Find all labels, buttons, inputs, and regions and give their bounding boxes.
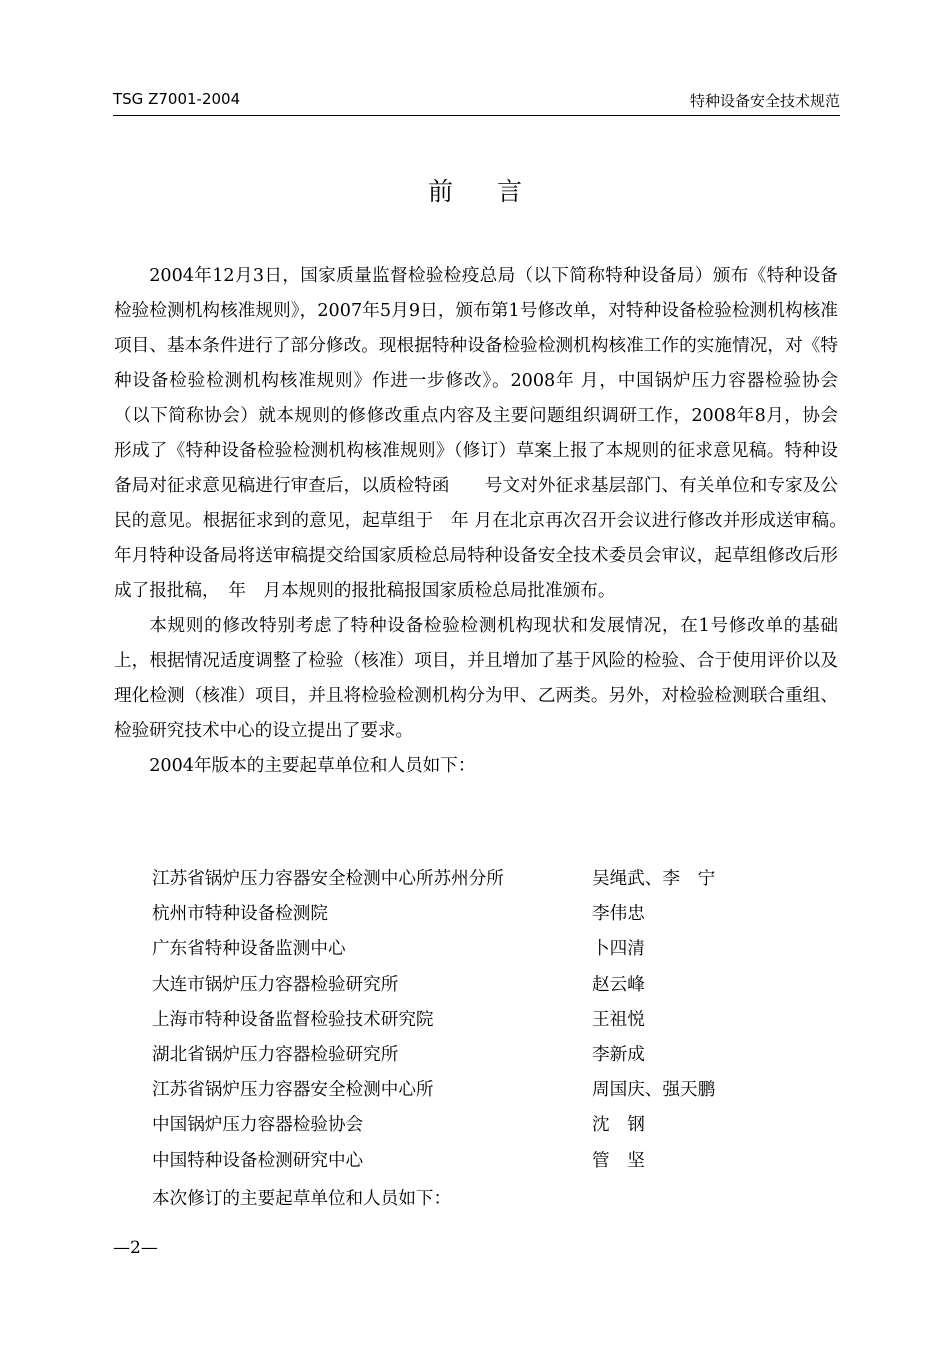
- paragraph: 2004年12月3日，国家质量监督检验检疫总局（以下简称特种设备局）颁布《特种设备检验检测机构核准规则》，2007年5月9日，颁布第1号修改单，对特种设备检验检测机构核准项目、基本条件进行了部分修改。现根据特种设备检验检测机构核准工作的实施情况，对《特种设备检验检测机构核准规则》作进一步修改》。2008年 月，中国锅炉压力容器检验协会（以下简称协会）就本规则的修修改重点内容及主要问题组织调研工作，2008年8月，协会形成了《特种设备检验检测机构核准规则》（修订）草案上报了本规则的征求意见稿。特种设备局对征求意见稿进行审查后，以质检特函 号文对外征求基层部门、有关单位和专家及公民的意见。根据征求到的意见，起草组于 年 月在北京再次召开会议进行修改并形成送审稿。 年月特种设备局将送审稿提交给国家质检总局特种设备安全技术委员会审议，起草组修改后形成了报批稿， 年 月本规则的报批稿报国家质检总局批准颁布。: [114, 266, 874, 601]
- drafter-unit: 江苏省锅炉压力容器安全检测中心所: [152, 1080, 434, 1101]
- drafter-unit: 杭州市特种设备检测院: [152, 904, 328, 925]
- drafter-people: 周国庆、强天鹏: [592, 1080, 716, 1101]
- drafter-people: 王祖悦: [592, 1009, 645, 1030]
- list-item: [152, 862, 792, 897]
- drafter-unit: 中国特种设备检测研究中心: [152, 1150, 364, 1171]
- drafter-unit: 大连市锅炉压力容器检验研究所: [152, 974, 399, 995]
- drafter-people: 吴绳武、李 宁: [592, 869, 716, 889]
- drafter-people: 管 坚: [592, 1150, 645, 1171]
- drafter-people: 沈 钢: [592, 1115, 645, 1136]
- series-title: 特种设备安全技术规范: [689, 92, 840, 110]
- drafter-unit: 江苏省锅炉压力容器安全检测中心所苏州分所: [152, 869, 504, 889]
- list-item: [152, 1038, 792, 1073]
- list-item: [152, 968, 792, 1003]
- list-item: [152, 1073, 792, 1108]
- running-header: [113, 88, 840, 116]
- page-title: 前言: [427, 177, 566, 206]
- drafter-unit: 中国锅炉压力容器检验协会: [152, 1115, 364, 1136]
- drafter-list: [152, 862, 792, 1179]
- drafter-people: 李伟忠: [592, 904, 645, 925]
- list-item: [152, 1144, 792, 1179]
- drafter-people: 赵云峰: [592, 974, 645, 995]
- drafter-people: 卜四清: [592, 939, 645, 960]
- body-text: [114, 259, 874, 784]
- drafter-unit: 湖北省锅炉压力容器检验研究所: [152, 1044, 399, 1065]
- list-item: [152, 1108, 792, 1143]
- page-number: —2—: [113, 1238, 158, 1258]
- document-code: TSG Z7001-2004: [113, 90, 241, 108]
- revision-drafters-intro: 本次修订的主要起草单位和人员如下：: [152, 1189, 452, 1209]
- paragraph: 2004年版本的主要起草单位和人员如下：: [149, 756, 476, 776]
- drafter-unit: 上海市特种设备监督检验技术研究院: [152, 1009, 434, 1030]
- list-item: [152, 1003, 792, 1038]
- drafter-people: 李新成: [592, 1044, 645, 1065]
- list-item: [152, 897, 792, 932]
- paragraph: 本规则的修改特别考虑了特种设备检验检测机构现状和发展情况，在1号修改单的基础上，根据情况适度调整了检验（核准）项目，并且增加了基于风险的检验、合于使用评价以及理化检测（核准）项目，并且将检验检测机构分为甲、乙两类。另外，对检验检测联合重组、检验研究技术中心的设立提出了要求。: [114, 616, 838, 741]
- drafter-unit: 广东省特种设备监测中心: [152, 939, 346, 960]
- list-item: [152, 932, 792, 967]
